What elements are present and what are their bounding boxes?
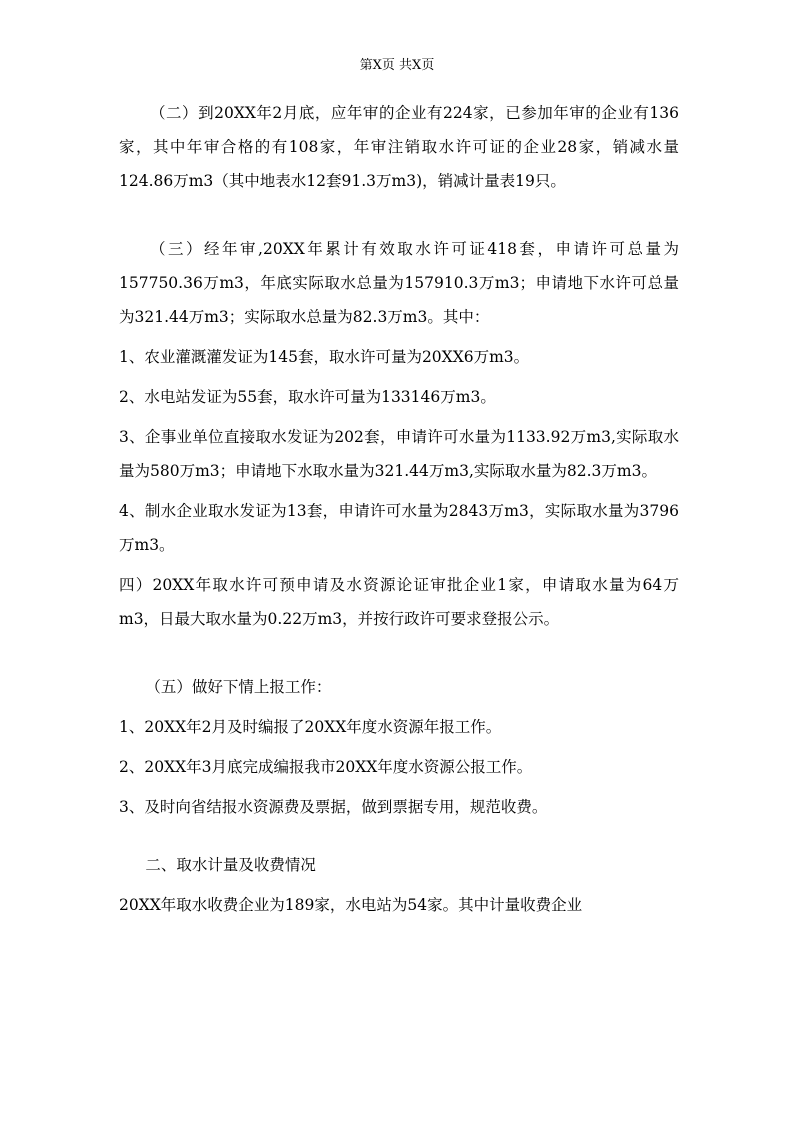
document-body xyxy=(119,96,679,922)
list-item-water-supply: 4、制水企业取水发证为13套，申请许可水量为2843万m3，实际取水量为3796万m3。 xyxy=(119,502,679,554)
paragraph-annual-review: （二）到20XX年2月底，应年审的企业有224家，已参加年审的企业有136家，其中年审合格的有108家，年审注销取水许可证的企业28家，销减水量124.86万m3（其中地表水12套91.3万m3)，销减计量表19只。 xyxy=(119,104,679,190)
paragraph-fee-collection: 20XX年取水收费企业为189家，水电站为54家。其中计量收费企业 xyxy=(119,896,583,914)
section-heading-metering: 二、取水计量及收费情况 xyxy=(145,856,316,874)
list-item-enterprises: 3、企事业单位直接取水发证为202套，申请许可水量为1133.92万m3,实际取水量为580万m3；申请地下水取水量为321.44万m3,实际取水量为82.3万m3。 xyxy=(119,428,679,480)
list-item-hydropower: 2、水电站发证为55套，取水许可量为133146万m3。 xyxy=(119,388,496,406)
page-number-label: 第X页 共X页 xyxy=(359,58,435,73)
list-item-bulletin: 2、20XX年3月底完成编报我市20XX年度水资源公报工作。 xyxy=(119,758,533,776)
list-item-annual-report: 1、20XX年2月及时编报了20XX年度水资源年报工作。 xyxy=(119,718,502,736)
page-header xyxy=(0,58,794,74)
list-item-fee-settlement: 3、及时向省结报水资源费及票据，做到票据专用，规范收费。 xyxy=(119,798,548,816)
section-heading-reporting: （五）做好下情上报工作： xyxy=(145,678,332,696)
list-item-agriculture: 1、农业灌溉灌发证为145套，取水许可量为20XX6万m3。 xyxy=(119,348,530,366)
paragraph-valid-permits: （三）经年审,20XX年累计有效取水许可证418套，申请许可总量为157750.36万m3，年底实际取水总量为157910.3万m3；申请地下水许可总量为321.44万m3；实际取水总量为82.3万m3。其中： xyxy=(119,240,679,326)
paragraph-pre-application: 四）20XX年取水许可预申请及水资源论证审批企业1家，申请取水量为64万m3，日最大取水量为0.22万m3，并按行政许可要求登报公示。 xyxy=(119,576,679,628)
